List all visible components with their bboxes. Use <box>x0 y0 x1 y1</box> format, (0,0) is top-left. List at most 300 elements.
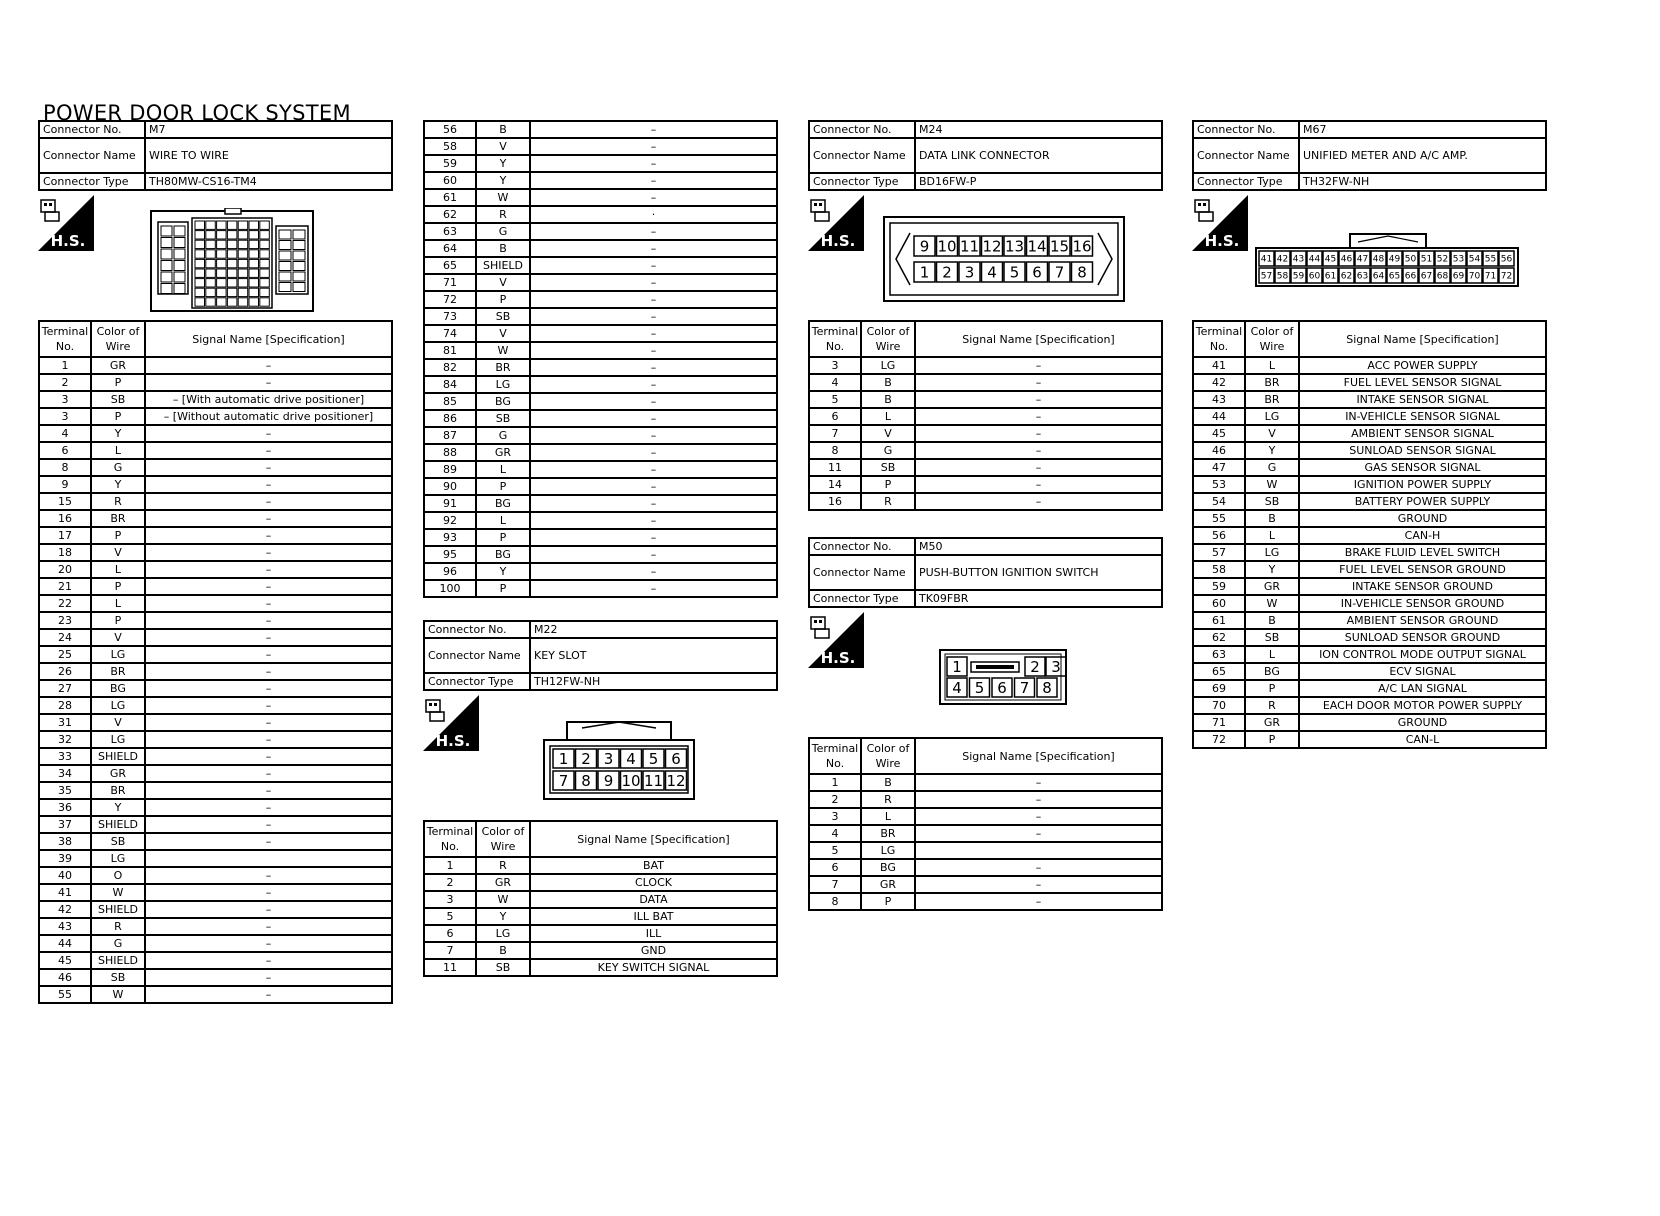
cavity-number: 55 <box>1484 254 1497 265</box>
signal-name: – <box>145 357 392 374</box>
terminal-number: 70 <box>1193 697 1245 714</box>
signal-name: SUNLOAD SENSOR SIGNAL <box>1299 442 1546 459</box>
wire-color: LG <box>476 376 530 393</box>
wire-color: SHIELD <box>476 257 530 274</box>
signal-name: – <box>145 952 392 969</box>
cavity <box>174 249 185 259</box>
cavity-number: 61 <box>1324 271 1337 282</box>
color-header: Color of Wire <box>861 321 915 357</box>
table-row <box>39 867 392 884</box>
table-row <box>424 857 777 874</box>
signal-name: – <box>145 578 392 595</box>
signal-name: – <box>530 325 777 342</box>
signal-name: – <box>145 629 392 646</box>
harness-side-icon <box>1192 195 1248 251</box>
signal-name: ILL BAT <box>530 908 777 925</box>
signal-name: ILL <box>530 925 777 942</box>
cavity-number: 69 <box>1452 271 1465 282</box>
connector-no-label: Connector No. <box>809 538 915 555</box>
signal-name: – <box>145 374 392 391</box>
connector-info-m24 <box>808 120 1163 191</box>
connector-type-label: Connector Type <box>39 173 145 190</box>
signal-name: INTAKE SENSOR SIGNAL <box>1299 391 1546 408</box>
cavity-number: 6 <box>671 749 681 768</box>
harness-side-icon <box>423 695 479 751</box>
cavity-number: 4 <box>987 263 997 282</box>
cavity-number: 42 <box>1276 254 1289 265</box>
color-header: Color of Wire <box>476 821 530 857</box>
connector-info-m7 <box>38 120 393 191</box>
signal-name: – <box>530 172 777 189</box>
signal-name: – <box>530 359 777 376</box>
cavity-number: 9 <box>603 771 614 790</box>
cavity-number: 1 <box>952 657 962 676</box>
connector-no-value: M24 <box>915 121 1162 138</box>
terminal-number: 93 <box>424 529 476 546</box>
cavity <box>227 298 237 306</box>
terminal-number: 86 <box>424 410 476 427</box>
cavity <box>260 269 270 277</box>
table-row <box>424 942 777 959</box>
wire-color: BG <box>476 393 530 410</box>
terminal-number: 28 <box>39 697 91 714</box>
terminal-number: 61 <box>1193 612 1245 629</box>
cavity-number: 1 <box>919 263 930 282</box>
table-row <box>1193 527 1546 544</box>
table-row <box>1193 714 1546 731</box>
harness-side-icon <box>808 612 864 668</box>
terminal-number: 6 <box>424 925 476 942</box>
table-row <box>424 376 777 393</box>
wire-color: LG <box>1245 544 1299 561</box>
cavity-number: 59 <box>1292 271 1305 282</box>
signal-name: – <box>915 442 1162 459</box>
cavity <box>161 226 172 236</box>
signal-name: – <box>145 748 392 765</box>
terminal-number: 7 <box>809 876 861 893</box>
table-row <box>809 893 1162 910</box>
signal-name: – <box>530 291 777 308</box>
connector-no-label: Connector No. <box>39 121 145 138</box>
cavity-number: 68 <box>1436 271 1449 282</box>
cavity <box>195 298 205 306</box>
connector-no-value: M50 <box>915 538 1162 555</box>
cavity <box>217 240 227 248</box>
table-row <box>424 291 777 308</box>
wire-color: L <box>91 561 145 578</box>
table-row <box>1193 697 1546 714</box>
connector-face-m7 <box>150 208 316 318</box>
signal-name: – <box>145 816 392 833</box>
cavity-number: 13 <box>1004 237 1025 256</box>
signal-name: EACH DOOR MOTOR POWER SUPPLY <box>1299 697 1546 714</box>
connector-face-m67 <box>1254 232 1520 292</box>
terminal-number: 62 <box>424 206 476 223</box>
signal-name: – <box>530 529 777 546</box>
wire-color: SHIELD <box>91 901 145 918</box>
harness-side-icon <box>38 195 94 251</box>
table-row <box>1193 476 1546 493</box>
wire-color: BG <box>91 680 145 697</box>
signal-name: – <box>530 308 777 325</box>
signal-name: – <box>915 825 1162 842</box>
cavity-number: 5 <box>648 749 659 768</box>
terminal-number: 25 <box>39 646 91 663</box>
table-row <box>809 374 1162 391</box>
table-row <box>39 510 392 527</box>
terminal-number: 63 <box>424 223 476 240</box>
signal-name: – <box>145 612 392 629</box>
signal-header: Signal Name [Specification] <box>915 321 1162 357</box>
signal-name: – <box>915 425 1162 442</box>
cavity-number: 46 <box>1340 254 1353 265</box>
signal-name: – <box>530 512 777 529</box>
terminal-number: 55 <box>1193 510 1245 527</box>
signal-name: – <box>145 867 392 884</box>
wire-color: LG <box>861 357 915 374</box>
cavity <box>238 259 248 267</box>
table-row <box>39 731 392 748</box>
terminal-number: 4 <box>809 825 861 842</box>
wire-color: B <box>1245 612 1299 629</box>
pin-table-m50 <box>808 737 1163 911</box>
signal-name: – <box>145 986 392 1003</box>
hs-badge-text: H.S. <box>820 232 856 250</box>
cavity <box>227 221 237 229</box>
signal-name: A/C LAN SIGNAL <box>1299 680 1546 697</box>
cavity <box>161 238 172 248</box>
wire-color: P <box>861 476 915 493</box>
wire-color: G <box>476 427 530 444</box>
terminal-number: 63 <box>1193 646 1245 663</box>
wire-color: B <box>861 774 915 791</box>
signal-name: – <box>530 546 777 563</box>
terminal-number: 1 <box>424 857 476 874</box>
signal-name: – <box>145 935 392 952</box>
table-row <box>424 874 777 891</box>
connector-no-label: Connector No. <box>1193 121 1299 138</box>
table-row <box>809 774 1162 791</box>
table-row <box>809 391 1162 408</box>
signal-name: – <box>145 595 392 612</box>
signal-name: – <box>145 680 392 697</box>
table-row <box>39 595 392 612</box>
cavity <box>249 250 259 258</box>
terminal-header: Terminal No. <box>809 321 861 357</box>
cavity-number: 62 <box>1340 271 1353 282</box>
wire-color: Y <box>476 172 530 189</box>
cavity <box>217 250 227 258</box>
cavity-number: 64 <box>1372 271 1385 282</box>
terminal-number: 27 <box>39 680 91 697</box>
cavity <box>161 284 172 294</box>
wire-color: V <box>476 138 530 155</box>
terminal-number: 65 <box>1193 663 1245 680</box>
wire-color: BR <box>476 359 530 376</box>
terminal-header: Terminal No. <box>424 821 476 857</box>
signal-name: BATTERY POWER SUPPLY <box>1299 493 1546 510</box>
terminal-number: 11 <box>809 459 861 476</box>
terminal-number: 3 <box>809 808 861 825</box>
terminal-number: 58 <box>1193 561 1245 578</box>
terminal-number: 34 <box>39 765 91 782</box>
wire-color: BG <box>476 546 530 563</box>
cavity-number: 52 <box>1436 254 1449 265</box>
signal-name: IGNITION POWER SUPPLY <box>1299 476 1546 493</box>
terminal-number: 8 <box>809 893 861 910</box>
wire-color: W <box>91 986 145 1003</box>
terminal-number: 71 <box>424 274 476 291</box>
table-row <box>809 876 1162 893</box>
cavity <box>238 298 248 306</box>
signal-name: – <box>915 476 1162 493</box>
table-row <box>424 546 777 563</box>
cavity <box>260 221 270 229</box>
wire-color: L <box>91 442 145 459</box>
wire-color: GR <box>91 765 145 782</box>
wire-color: SB <box>91 833 145 850</box>
terminal-number: 92 <box>424 512 476 529</box>
cavity <box>161 272 172 282</box>
color-header: Color of Wire <box>861 738 915 774</box>
signal-name: – <box>145 544 392 561</box>
cavity-number: 2 <box>581 749 591 768</box>
signal-name: – <box>530 461 777 478</box>
signal-name: – <box>530 478 777 495</box>
wire-color: V <box>861 425 915 442</box>
terminal-number: 65 <box>424 257 476 274</box>
signal-name: – <box>915 791 1162 808</box>
signal-name: – <box>145 833 392 850</box>
terminal-number: 3 <box>424 891 476 908</box>
signal-name: – <box>915 391 1162 408</box>
signal-name: – <box>145 918 392 935</box>
cavity <box>195 288 205 296</box>
signal-name: – <box>145 425 392 442</box>
cavity <box>238 269 248 277</box>
terminal-number: 56 <box>424 121 476 138</box>
signal-name: – <box>530 240 777 257</box>
signal-name: – <box>530 138 777 155</box>
signal-name: – <box>145 561 392 578</box>
wire-color: P <box>1245 731 1299 748</box>
wire-color: R <box>476 206 530 223</box>
cavity <box>260 250 270 258</box>
terminal-number: 60 <box>424 172 476 189</box>
cavity-number: 10 <box>937 237 957 256</box>
wire-color: Y <box>91 476 145 493</box>
wire-color: W <box>476 891 530 908</box>
cavity-number: 7 <box>558 771 569 790</box>
table-row <box>424 206 777 223</box>
signal-name: – <box>915 876 1162 893</box>
table-row <box>39 714 392 731</box>
wire-color: Y <box>476 563 530 580</box>
cavity-number: 10 <box>621 771 641 790</box>
wire-color: G <box>476 223 530 240</box>
terminal-number: 41 <box>39 884 91 901</box>
wire-color: Y <box>91 799 145 816</box>
terminal-number: 24 <box>39 629 91 646</box>
wire-color: P <box>91 578 145 595</box>
cavity-number: 56 <box>1500 254 1513 265</box>
signal-name: – <box>530 274 777 291</box>
cavity-number: 3 <box>603 749 614 768</box>
cavity-number: 6 <box>1032 263 1042 282</box>
cavity <box>238 279 248 287</box>
signal-name: – <box>145 782 392 799</box>
wire-color: LG <box>861 842 915 859</box>
wire-color: GR <box>861 876 915 893</box>
wire-color: LG <box>91 850 145 867</box>
cavity-number: 57 <box>1260 271 1273 282</box>
terminal-number: 32 <box>39 731 91 748</box>
wire-color: GR <box>1245 714 1299 731</box>
cavity-number: 65 <box>1388 271 1401 282</box>
table-row <box>809 459 1162 476</box>
wire-color: BR <box>91 510 145 527</box>
table-row <box>809 357 1162 374</box>
cavity <box>238 288 248 296</box>
table-row <box>809 442 1162 459</box>
signal-name: – [With automatic drive positioner] <box>145 391 392 408</box>
signal-name: – <box>530 121 777 138</box>
cavity <box>249 269 259 277</box>
table-row <box>39 884 392 901</box>
wire-color: B <box>861 374 915 391</box>
wire-color: BG <box>861 859 915 876</box>
cavity-number: 58 <box>1276 271 1289 282</box>
table-row <box>424 427 777 444</box>
wire-color: P <box>91 527 145 544</box>
cavity <box>206 298 216 306</box>
terminal-number: 85 <box>424 393 476 410</box>
wire-color: W <box>476 342 530 359</box>
signal-name: – [Without automatic drive positioner] <box>145 408 392 425</box>
cavity <box>249 298 259 306</box>
signal-name: SUNLOAD SENSOR GROUND <box>1299 629 1546 646</box>
table-row <box>424 478 777 495</box>
cavity-number: 48 <box>1372 254 1385 265</box>
table-row <box>1193 680 1546 697</box>
table-row <box>424 257 777 274</box>
harness-side-icon <box>808 195 864 251</box>
terminal-number: 9 <box>39 476 91 493</box>
signal-name: – <box>145 714 392 731</box>
cavity <box>195 250 205 258</box>
terminal-number: 42 <box>39 901 91 918</box>
cavity <box>206 231 216 239</box>
table-row <box>39 799 392 816</box>
connector-info-m67 <box>1192 120 1547 191</box>
cavity <box>174 272 185 282</box>
cavity-number: 11 <box>959 237 980 256</box>
table-row <box>39 374 392 391</box>
wire-color: LG <box>91 646 145 663</box>
page-title: POWER DOOR LOCK SYSTEM <box>43 101 351 125</box>
table-row <box>809 825 1162 842</box>
terminal-number: 59 <box>1193 578 1245 595</box>
table-row <box>39 476 392 493</box>
terminal-number: 37 <box>39 816 91 833</box>
cavity <box>293 272 305 281</box>
terminal-number: 26 <box>39 663 91 680</box>
terminal-number: 3 <box>39 408 91 425</box>
terminal-number: 1 <box>39 357 91 374</box>
connector-type-label: Connector Type <box>1193 173 1299 190</box>
cavity <box>249 221 259 229</box>
wire-color: W <box>1245 595 1299 612</box>
terminal-number: 95 <box>424 546 476 563</box>
wire-color: SB <box>476 410 530 427</box>
terminal-number: 35 <box>39 782 91 799</box>
wire-color: B <box>861 391 915 408</box>
wire-color: L <box>1245 527 1299 544</box>
terminal-number: 11 <box>424 959 476 976</box>
wire-color: GR <box>476 874 530 891</box>
wire-color: Y <box>476 908 530 925</box>
signal-name: – <box>530 427 777 444</box>
cavity-number: 6 <box>997 678 1007 697</box>
table-row <box>809 791 1162 808</box>
latch-bar <box>976 665 1014 669</box>
wire-color: P <box>91 374 145 391</box>
table-row <box>809 425 1162 442</box>
terminal-number: 89 <box>424 461 476 478</box>
cavity-number: 50 <box>1404 254 1417 265</box>
wire-color: SB <box>476 959 530 976</box>
terminal-number: 59 <box>424 155 476 172</box>
signal-name: – <box>145 884 392 901</box>
signal-name: CAN-L <box>1299 731 1546 748</box>
cavity-number: 66 <box>1404 271 1417 282</box>
wire-color: W <box>91 884 145 901</box>
terminal-number: 44 <box>1193 408 1245 425</box>
wire-color: O <box>91 867 145 884</box>
terminal-number: 38 <box>39 833 91 850</box>
wire-color: SB <box>476 308 530 325</box>
table-row <box>809 408 1162 425</box>
table-row <box>809 493 1162 510</box>
cavity-number: 51 <box>1420 254 1433 265</box>
cavity <box>279 230 291 239</box>
cavity <box>227 240 237 248</box>
connector-name-label: Connector Name <box>809 555 915 590</box>
cavity <box>279 283 291 292</box>
wire-color: SB <box>1245 629 1299 646</box>
terminal-number: 90 <box>424 478 476 495</box>
wire-color: SHIELD <box>91 748 145 765</box>
signal-name: DATA <box>530 891 777 908</box>
table-row <box>39 408 392 425</box>
table-row <box>424 512 777 529</box>
cavity-number: 2 <box>1030 657 1040 676</box>
terminal-number: 100 <box>424 580 476 597</box>
table-row <box>1193 612 1546 629</box>
signal-name: ION CONTROL MODE OUTPUT SIGNAL <box>1299 646 1546 663</box>
connector-name-value: UNIFIED METER AND A/C AMP. <box>1299 138 1546 173</box>
terminal-number: 3 <box>809 357 861 374</box>
wire-color: LG <box>91 731 145 748</box>
cavity <box>293 251 305 260</box>
wire-color: SB <box>91 391 145 408</box>
table-row <box>39 680 392 697</box>
cavity-number: 8 <box>1077 263 1087 282</box>
table-row <box>39 629 392 646</box>
terminal-number: 73 <box>424 308 476 325</box>
table-row <box>1193 425 1546 442</box>
cavity-number: 53 <box>1452 254 1465 265</box>
